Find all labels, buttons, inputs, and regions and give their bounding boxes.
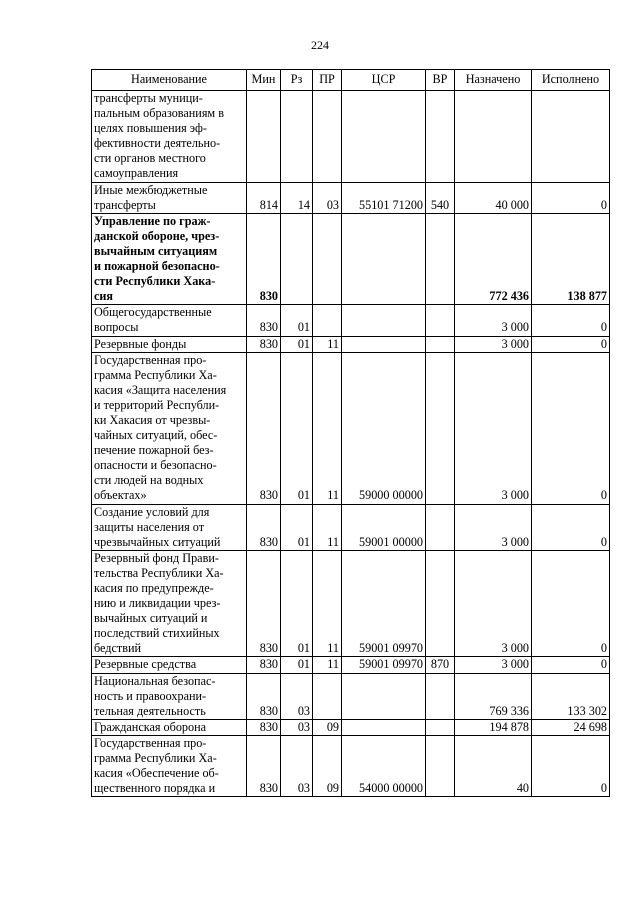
cell-min: 830 bbox=[247, 719, 281, 735]
cell-pr: 11 bbox=[313, 352, 342, 504]
cell-min: 830 bbox=[247, 504, 281, 550]
table-row bbox=[92, 182, 610, 213]
table-row bbox=[92, 213, 610, 305]
cell-assigned: 3 000 bbox=[455, 305, 532, 336]
cell-vr bbox=[426, 91, 455, 183]
cell-csr bbox=[342, 673, 426, 719]
cell-pr bbox=[313, 91, 342, 183]
cell-executed: 0 bbox=[532, 336, 610, 352]
page-number: 224 bbox=[311, 38, 329, 52]
cell-csr bbox=[342, 719, 426, 735]
cell-name: Резервные средства bbox=[92, 657, 247, 673]
cell-vr bbox=[426, 305, 455, 336]
cell-min: 830 bbox=[247, 305, 281, 336]
cell-csr bbox=[342, 305, 426, 336]
cell-vr bbox=[426, 735, 455, 796]
cell-assigned: 3 000 bbox=[455, 352, 532, 504]
table-row bbox=[92, 673, 610, 719]
cell-pr bbox=[313, 213, 342, 305]
cell-min: 830 bbox=[247, 735, 281, 796]
header-pr: ПР bbox=[313, 70, 342, 91]
cell-name: Создание условий для защиты населения от чрезвычайных ситуаций bbox=[92, 504, 247, 550]
table-row bbox=[92, 91, 610, 183]
cell-executed: 0 bbox=[532, 352, 610, 504]
cell-rz bbox=[281, 213, 313, 305]
table-row bbox=[92, 550, 610, 657]
cell-csr bbox=[342, 336, 426, 352]
cell-name: Национальная безопас- ность и правоохрани- тельная деятельность bbox=[92, 673, 247, 719]
cell-rz: 01 bbox=[281, 550, 313, 657]
header-rz: Рз bbox=[281, 70, 313, 91]
cell-rz: 01 bbox=[281, 336, 313, 352]
cell-name: трансферты муници- пальным образованиям в целях повышения эф- фективности деятельно- сти органов местного самоуправления bbox=[92, 91, 247, 183]
cell-csr: 59000 00000 bbox=[342, 352, 426, 504]
cell-assigned: 3 000 bbox=[455, 550, 532, 657]
header-min: Мин bbox=[247, 70, 281, 91]
cell-assigned: 3 000 bbox=[455, 336, 532, 352]
header-csr: ЦСР bbox=[342, 70, 426, 91]
cell-assigned: 3 000 bbox=[455, 657, 532, 673]
cell-assigned: 194 878 bbox=[455, 719, 532, 735]
cell-name: Резервный фонд Прави- тельства Республики Ха- касия по предупрежде- нию и ликвидации чрез- вычайных ситуаций и последствий стихийных бедствий bbox=[92, 550, 247, 657]
cell-vr bbox=[426, 213, 455, 305]
cell-min: 830 bbox=[247, 352, 281, 504]
cell-min: 830 bbox=[247, 213, 281, 305]
cell-vr: 870 bbox=[426, 657, 455, 673]
table-row bbox=[92, 504, 610, 550]
cell-vr bbox=[426, 352, 455, 504]
cell-executed: 0 bbox=[532, 305, 610, 336]
cell-csr: 55101 71200 bbox=[342, 182, 426, 213]
cell-vr: 540 bbox=[426, 182, 455, 213]
cell-min bbox=[247, 91, 281, 183]
cell-name: Иные межбюджетные трансферты bbox=[92, 182, 247, 213]
cell-executed: 0 bbox=[532, 550, 610, 657]
cell-pr: 09 bbox=[313, 719, 342, 735]
cell-executed: 138 877 bbox=[532, 213, 610, 305]
cell-min: 830 bbox=[247, 673, 281, 719]
cell-csr: 59001 09970 bbox=[342, 550, 426, 657]
cell-executed: 0 bbox=[532, 182, 610, 213]
table-header-row bbox=[92, 70, 610, 91]
cell-pr: 11 bbox=[313, 550, 342, 657]
cell-pr bbox=[313, 673, 342, 719]
cell-executed: 0 bbox=[532, 735, 610, 796]
cell-pr: 11 bbox=[313, 657, 342, 673]
cell-assigned: 3 000 bbox=[455, 504, 532, 550]
cell-pr: 03 bbox=[313, 182, 342, 213]
cell-executed: 0 bbox=[532, 657, 610, 673]
cell-rz: 01 bbox=[281, 504, 313, 550]
header-vr: ВР bbox=[426, 70, 455, 91]
cell-rz: 01 bbox=[281, 352, 313, 504]
cell-executed: 24 698 bbox=[532, 719, 610, 735]
cell-name: Государственная про- грамма Республики Ха- касия «Защита населения и территорий Республи- ки Хакасия от чрезвы- чайных ситуаций, обес- печение пожарной без- опасности и безопасно- сти людей на водных объектах» bbox=[92, 352, 247, 504]
cell-vr bbox=[426, 336, 455, 352]
cell-csr: 59001 00000 bbox=[342, 504, 426, 550]
cell-rz: 03 bbox=[281, 735, 313, 796]
table-row bbox=[92, 305, 610, 336]
cell-vr bbox=[426, 550, 455, 657]
cell-rz: 03 bbox=[281, 719, 313, 735]
cell-pr: 11 bbox=[313, 336, 342, 352]
cell-min: 830 bbox=[247, 550, 281, 657]
cell-pr: 09 bbox=[313, 735, 342, 796]
cell-min: 830 bbox=[247, 336, 281, 352]
cell-executed: 0 bbox=[532, 504, 610, 550]
cell-vr bbox=[426, 673, 455, 719]
cell-rz: 14 bbox=[281, 182, 313, 213]
cell-assigned: 769 336 bbox=[455, 673, 532, 719]
cell-rz: 03 bbox=[281, 673, 313, 719]
cell-min: 830 bbox=[247, 657, 281, 673]
cell-assigned: 772 436 bbox=[455, 213, 532, 305]
header-name: Наименование bbox=[92, 70, 247, 91]
cell-rz: 01 bbox=[281, 305, 313, 336]
cell-executed bbox=[532, 91, 610, 183]
cell-assigned: 40 bbox=[455, 735, 532, 796]
table-row bbox=[92, 735, 610, 796]
cell-min: 814 bbox=[247, 182, 281, 213]
cell-pr bbox=[313, 305, 342, 336]
cell-vr bbox=[426, 504, 455, 550]
header-executed: Исполнено bbox=[532, 70, 610, 91]
cell-rz bbox=[281, 91, 313, 183]
cell-csr: 59001 09970 bbox=[342, 657, 426, 673]
cell-pr: 11 bbox=[313, 504, 342, 550]
table-row bbox=[92, 657, 610, 673]
table-row bbox=[92, 352, 610, 504]
cell-name: Управление по граж- данской обороне, чрез- вычайным ситуациям и пожарной безопасно- сти Республики Хака- сия bbox=[92, 213, 247, 305]
table-row bbox=[92, 336, 610, 352]
budget-table bbox=[91, 69, 610, 797]
cell-name: Общегосударственные вопросы bbox=[92, 305, 247, 336]
cell-csr bbox=[342, 213, 426, 305]
cell-vr bbox=[426, 719, 455, 735]
cell-name: Гражданская оборона bbox=[92, 719, 247, 735]
cell-assigned bbox=[455, 91, 532, 183]
cell-executed: 133 302 bbox=[532, 673, 610, 719]
cell-rz: 01 bbox=[281, 657, 313, 673]
cell-csr bbox=[342, 91, 426, 183]
cell-assigned: 40 000 bbox=[455, 182, 532, 213]
header-assigned: Назначено bbox=[455, 70, 532, 91]
table-row bbox=[92, 719, 610, 735]
cell-name: Резервные фонды bbox=[92, 336, 247, 352]
cell-csr: 54000 00000 bbox=[342, 735, 426, 796]
cell-name: Государственная про- грамма Республики Ха- касия «Обеспечение об- щественного порядка и bbox=[92, 735, 247, 796]
